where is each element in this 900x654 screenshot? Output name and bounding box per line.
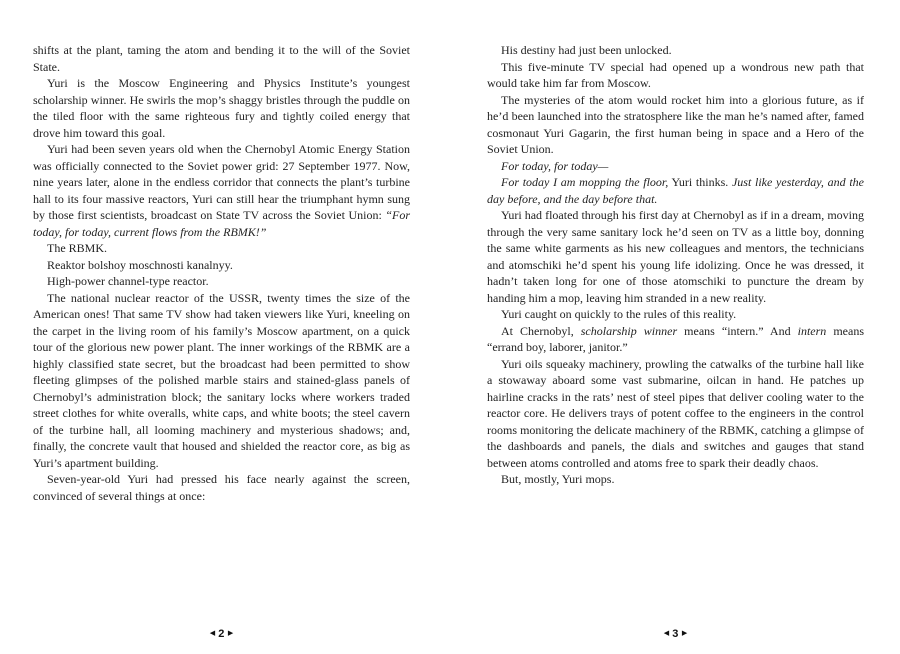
next-page-icon: ▶ [227, 630, 234, 637]
paragraph: Reaktor bolshoy moschnosti kanalnyy. [47, 257, 233, 272]
paragraph: High-power channel-type reactor. [47, 274, 209, 288]
paragraph: Yuri caught on quickly to the rules of this reality. [501, 307, 737, 321]
page-left [33, 42, 410, 654]
next-page-icon: ▶ [681, 630, 688, 637]
paragraph: The mysteries of the atom would rocket him into a glorious future, as if he’d been launched into the stratosphere like the man he’s named after, famed cosmonaut Yuri Gagarin, the first human being in space and a Hero of the Soviet Union. [487, 92, 864, 156]
paragraph: Yuri had been seven years old when the Chernobyl Atomic Energy Station was officially connected to the Soviet power grid: 27 September 1977. Now, nine years later, alone in the endless corridor that connects the plant’s turbine hall to its four massive reactors, Yuri can still hear the triumphant hymn sung by those first scientists, broadcast on State TV across the Soviet Union: “For today, for today, current flows from the RBMK!” [33, 142, 410, 239]
prev-page-icon: ◀ [663, 630, 670, 637]
page-text [487, 42, 864, 488]
paragraph: For today I am mopping the floor, Yuri thinks. Just like yesterday, and the day before, and the day before that. [487, 175, 864, 206]
paragraph: But, mostly, Yuri mops. [501, 472, 615, 486]
paragraph: At Chernobyl, scholarship winner means “intern.” And intern means “errand boy, laborer, janitor.” [487, 323, 864, 354]
paragraph: His destiny had just been unlocked. [501, 43, 672, 57]
page-number-nav [487, 624, 864, 642]
paragraph: Yuri is the Moscow Engineering and Physics Institute’s youngest scholarship winner. He swirls the mop’s shaggy bristles through the puddle on the tiled floor with the same righteous fury and tightly coiled energy that drove him toward this goal. [33, 76, 410, 140]
paragraph: Yuri oils squeaky machinery, prowling the catwalks of the turbine hall like a stowaway aboard some vast submarine, oilcan in hand. He patches up hairline cracks in the rats’ nest of steel pipes that deliver cooling water to the reactor core. He delivers trays of potent coffee to the engineers in the control rooms monitoring the delicate machinery of the RBMK, catching a glimpse of the dashboards and panels, the dials and switches and gauges that stand between atoms controlled and atoms free to spark their deadly chaos. [487, 356, 864, 470]
page-number: 2 [218, 628, 225, 640]
paragraph: Seven-year-old Yuri had pressed his face nearly against the screen, convinced of several things at once: [33, 472, 410, 503]
paragraph: For today, for today— [501, 158, 609, 173]
paragraph: shifts at the plant, taming the atom and bending it to the will of the Soviet State. [33, 43, 410, 74]
paragraph: This five-minute TV special had opened up a wondrous new path that would take him far from Moscow. [487, 59, 864, 90]
paragraph: The national nuclear reactor of the USSR, twenty times the size of the American ones! That same TV show had taken viewers like Yuri, kneeling on the carpet in the living room of his family’s Moscow apartment, on a quick tour of the glorious new power plant. The inner workings of the RBMK are a highly classified state secret, but the broadcast had been permitted to show fleeting glimpses of the polished marble stairs and stained-glass panels of Chernobyl’s administration block; the sanitary locks where workers traded street clothes for white overalls, white caps, and white boots; the steel cavern of the turbine hall, all looming machinery and mysterious shadows; and, finally, the concrete vault that housed and shielded the reactor core, as big as Yuri’s apartment building. [33, 290, 410, 470]
page-text [33, 42, 410, 504]
page-number: 3 [672, 628, 679, 640]
paragraph: The RBMK. [47, 241, 107, 255]
page-number-nav [33, 624, 410, 642]
prev-page-icon: ◀ [209, 630, 216, 637]
page-right [487, 42, 864, 654]
paragraph: Yuri had floated through his first day at Chernobyl as if in a dream, moving through the very same sanitary lock he’d seen on TV as a little boy, donning the same white garments as his new colleagues and mentors, the technicians and atomschiki he’d spent his young life idolizing. Once he was dressed, it hadn’t taken long for one of those atomschiki to puncture the dream by handing him a mop, leaving him stranded in a new reality. [487, 208, 864, 305]
